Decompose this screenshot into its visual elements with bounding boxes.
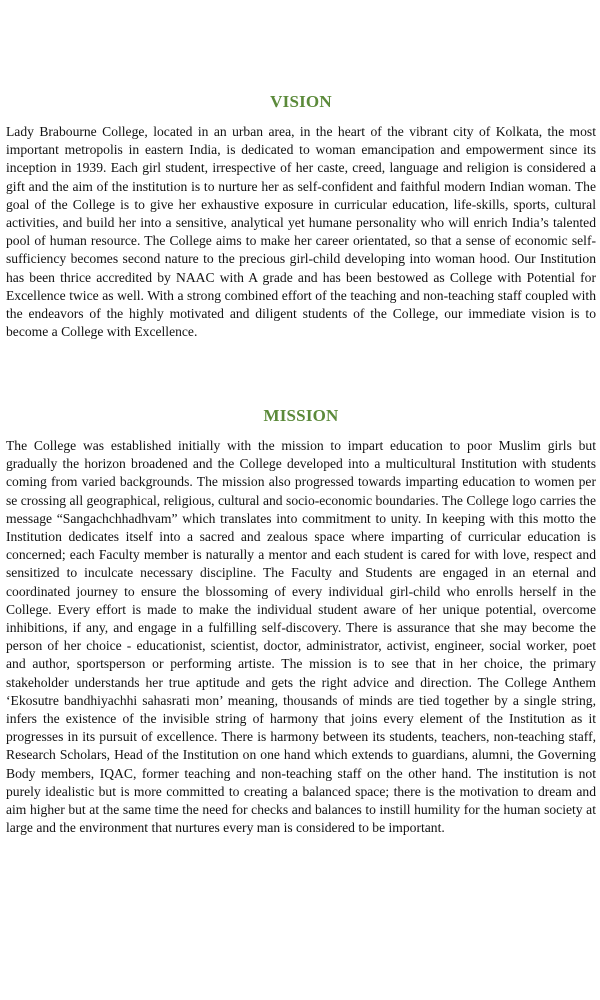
mission-heading: MISSION (263, 406, 339, 425)
mission-section (6, 406, 596, 837)
vision-section (6, 92, 596, 341)
mission-paragraph: The College was established initially with the mission to impart education to poor Muslim girls but gradually the horizon broadened and the College developed into a multicultural Institution with students coming from varied backgrounds. The mission also progressed towards imparting education to women per se crossing all geographical, religious, cultural and socio-economic boundaries. The College logo carries the message “Sangachchhadhvam” which translates into commitment to unity. In keeping with this motto the Institution dedicates itself into a sacred and zealous space where imparting of curricular education is concerned; each Faculty member is naturally a mentor and each student is cared for with love, respect and sensitized to inculcate necessary discipline. The Faculty and Students are engaged in an eternal and coordinated journey to ensure the blossoming of every individual girl-child who enrolls herself in the College. Every effort is made to make the individual student aware of her unique potential, overcome inhibitions, if any, and engage in a fulfilling self-discovery. There is assurance that she may become the person of her choice - educationist, scientist, doctor, administrator, activist, engineer, social worker, poet and author, sportsperson or performing artiste. The mission is to see that in her choice, the primary stakeholder understands her true aptitude and gets the right advice and direction. The College Anthem ‘Ekosutre bandhiyachhi sahasrati mon’ meaning, thousands of minds are tied together by a single string, infers the existence of the invisible string of harmony that joins every element of the Institution as it progresses in its pursuit of excellence. There is harmony between its students, teachers, non-teaching staff, Research Scholars, Head of the Institution on one hand which extends to guardians, alumni, the Governing Body members, IQAC, former teaching and non-teaching staff on the other hand. The institution is not purely idealistic but is more committed to creating a balanced space; there is the motivation to dream and aim higher but at the same time the need for checks and balances to instill humility for the human society at large and the environment that nurtures every man is considered to be important. (6, 438, 596, 836)
vision-heading: VISION (270, 92, 332, 111)
vision-paragraph: Lady Brabourne College, located in an urban area, in the heart of the vibrant city of Kolkata, the most important metropolis in eastern India, is dedicated to woman emancipation and empowerment since its inception in 1939. Each girl student, irrespective of her caste, creed, language and religion is considered a gift and the aim of the institution is to nurture her as self-confident and faithful modern Indian woman. The goal of the College is to give her exhaustive exposure in curricular education, life-skills, sports, cultural activities, and build her into a sensitive, analytical yet humane personality who will enrich India’s talented pool of human resource. The College aims to make her career orientated, so that a sense of economic self-sufficiency becomes second nature to the precious girl-child developing into woman hood. Our Institution has been thrice accredited by NAAC with A grade and has been bestowed as College with Potential for Excellence twice as well. With a strong combined effort of the teaching and non-teaching staff coupled with the endeavors of the highly motivated and diligent students of the College, our immediate vision is to become a College with Excellence. (6, 124, 596, 340)
